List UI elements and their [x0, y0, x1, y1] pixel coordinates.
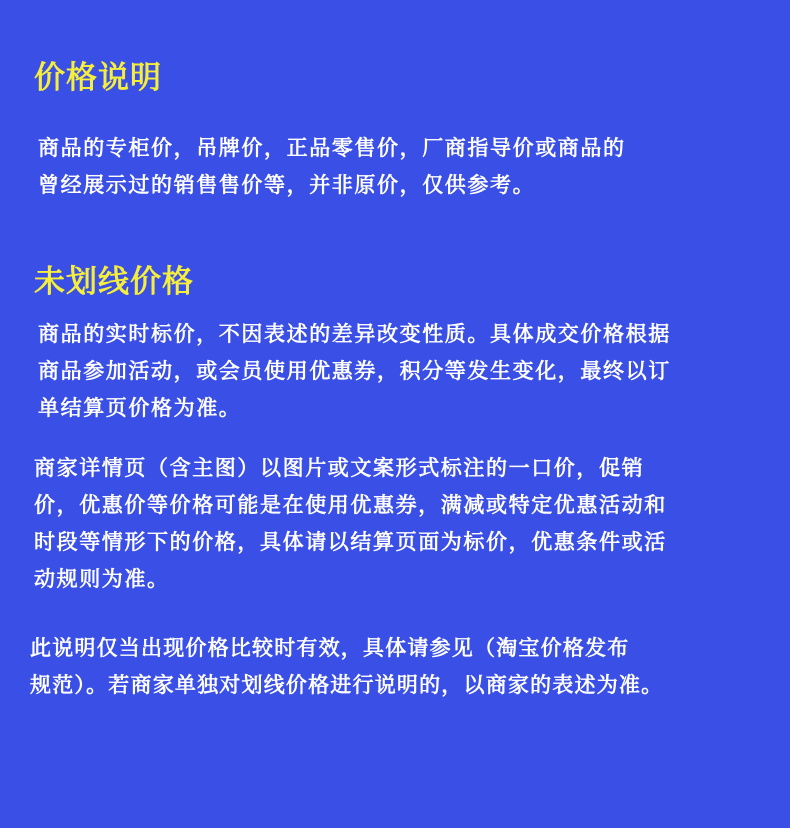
text-line: 此说明仅当出现价格比较时有效，具体请参见（淘宝价格发布 — [30, 636, 630, 660]
comparison-note-paragraph — [30, 630, 663, 704]
price-explanation-heading: 价格说明 — [34, 60, 162, 96]
text-line: 价，优惠价等价格可能是在使用优惠券，满减或特定优惠活动和 — [34, 493, 667, 517]
text-line: 规范）。若商家单独对划线价格进行说明的，以商家的表述为准。 — [30, 673, 664, 697]
text-line: 单结算页价格为准。 — [38, 396, 242, 420]
unmarked-price-heading: 未划线价格 — [34, 264, 194, 300]
unmarked-price-paragraph-1 — [38, 316, 671, 427]
text-line: 动规则为准。 — [34, 567, 170, 591]
unmarked-price-paragraph-2 — [34, 450, 667, 598]
text-line: 商品的专柜价，吊牌价，正品零售价，厂商指导价或商品的 — [38, 136, 626, 160]
text-line: 时段等情形下的价格，具体请以结算页面为标价，优惠条件或活 — [34, 530, 667, 554]
text-line: 商品的实时标价，不因表述的差异改变性质。具体成交价格根据 — [38, 322, 671, 346]
text-line: 商家详情页（含主图）以图片或文案形式标注的一口价，促销 — [34, 456, 645, 480]
text-line: 曾经展示过的销售售价等，并非原价，仅供参考。 — [38, 173, 536, 197]
price-explanation-text — [38, 130, 626, 204]
text-line: 商品参加活动，或会员使用优惠券，积分等发生变化，最终以订 — [38, 359, 671, 383]
